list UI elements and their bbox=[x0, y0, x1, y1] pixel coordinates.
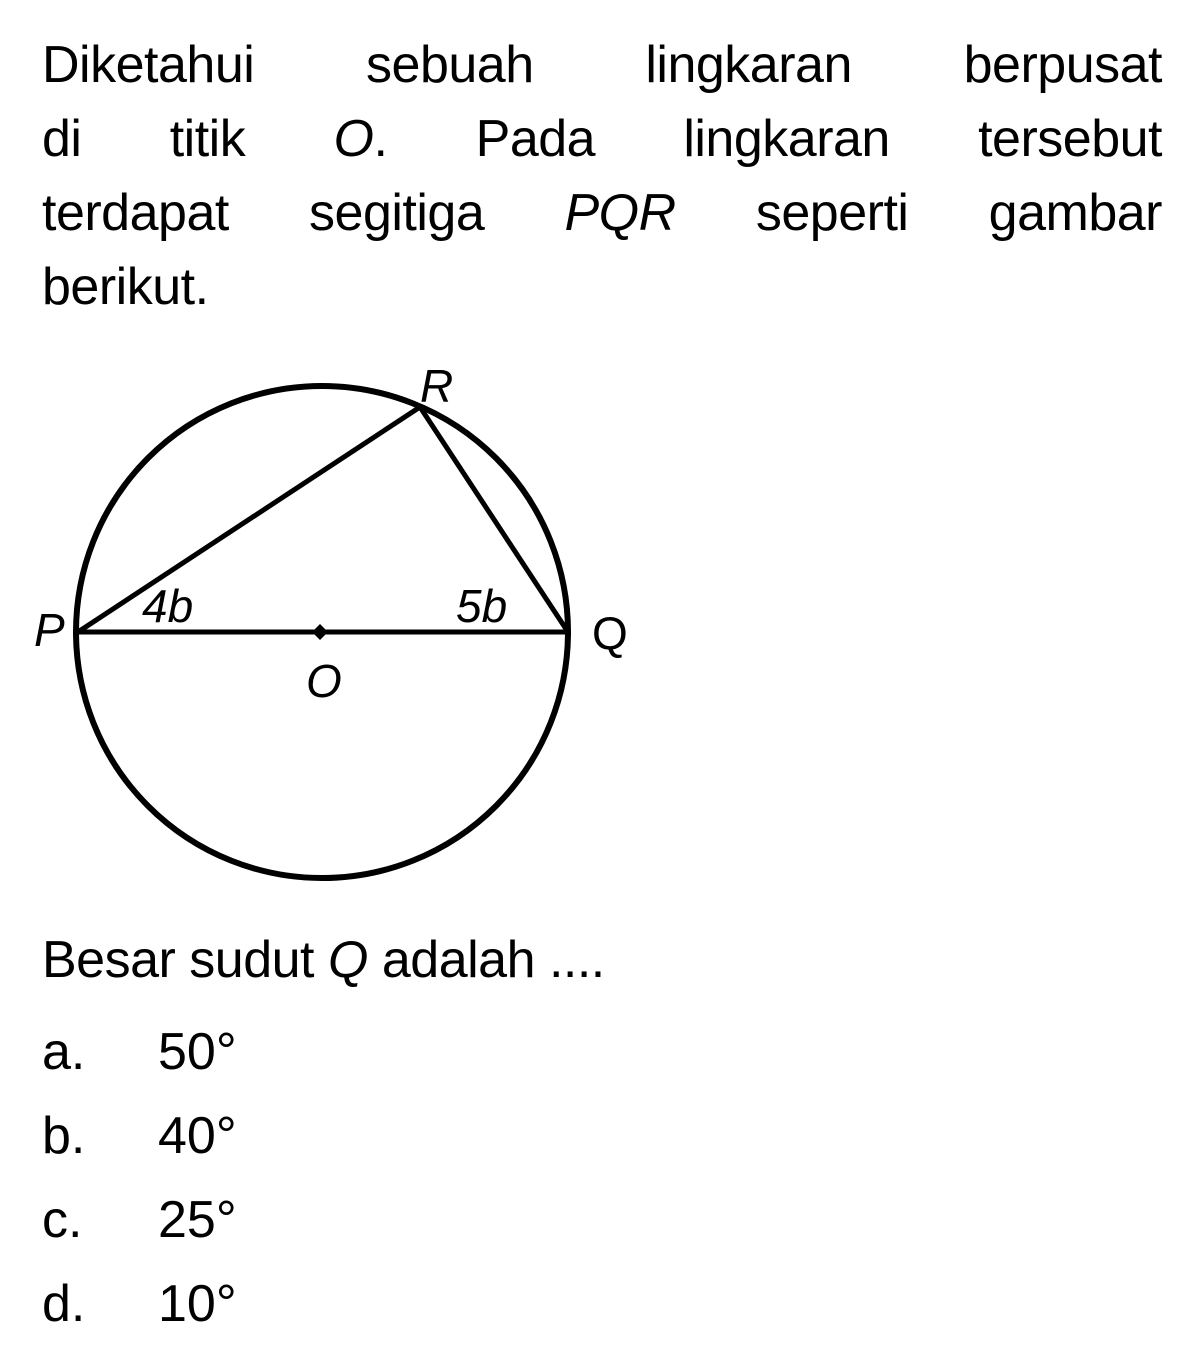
option-b[interactable] bbox=[42, 1094, 237, 1178]
option-letter: c. bbox=[42, 1191, 83, 1249]
question-line-3-post: seperti gambar bbox=[755, 184, 1162, 242]
question-prompt bbox=[42, 928, 605, 992]
option-a[interactable] bbox=[42, 1010, 237, 1094]
option-value: 10° bbox=[158, 1275, 237, 1333]
label-Q: Q bbox=[592, 607, 628, 659]
question-line-4: berikut. bbox=[42, 258, 209, 316]
answer-options bbox=[42, 1010, 237, 1346]
option-letter: b. bbox=[42, 1107, 86, 1165]
circle-triangle-figure bbox=[0, 340, 700, 900]
question-line-2 bbox=[42, 102, 1162, 176]
option-letter: d. bbox=[42, 1275, 86, 1333]
option-value: 40° bbox=[158, 1107, 237, 1165]
label-R: R bbox=[420, 360, 454, 412]
question-line-1: Diketahui sebuah lingkaran berpusat bbox=[42, 36, 1162, 94]
option-d[interactable] bbox=[42, 1262, 237, 1346]
question-line-3-pre: terdapat segitiga bbox=[42, 184, 565, 242]
label-O: O bbox=[306, 655, 342, 707]
question-line-2-pre: di titik bbox=[42, 110, 334, 168]
center-point-O bbox=[312, 624, 328, 640]
question-line-2-post: . Pada lingkaran tersebut bbox=[373, 110, 1162, 168]
question-line-3 bbox=[42, 176, 1162, 250]
prompt-post: adalah .... bbox=[367, 931, 605, 989]
triangle-ref: PQR bbox=[564, 184, 676, 242]
option-value: 25° bbox=[158, 1191, 237, 1249]
question-text bbox=[42, 28, 1162, 324]
option-value: 50° bbox=[158, 1023, 237, 1081]
angle-ref: Q bbox=[327, 931, 368, 989]
option-c[interactable] bbox=[42, 1178, 237, 1262]
chord-PR bbox=[78, 407, 420, 632]
label-angle-Q: 5b bbox=[456, 580, 508, 632]
center-point-ref: O bbox=[333, 110, 374, 168]
option-letter: a. bbox=[42, 1023, 86, 1081]
label-angle-P: 4b bbox=[142, 580, 194, 632]
label-P: P bbox=[34, 604, 65, 656]
prompt-pre: Besar sudut bbox=[42, 931, 328, 989]
